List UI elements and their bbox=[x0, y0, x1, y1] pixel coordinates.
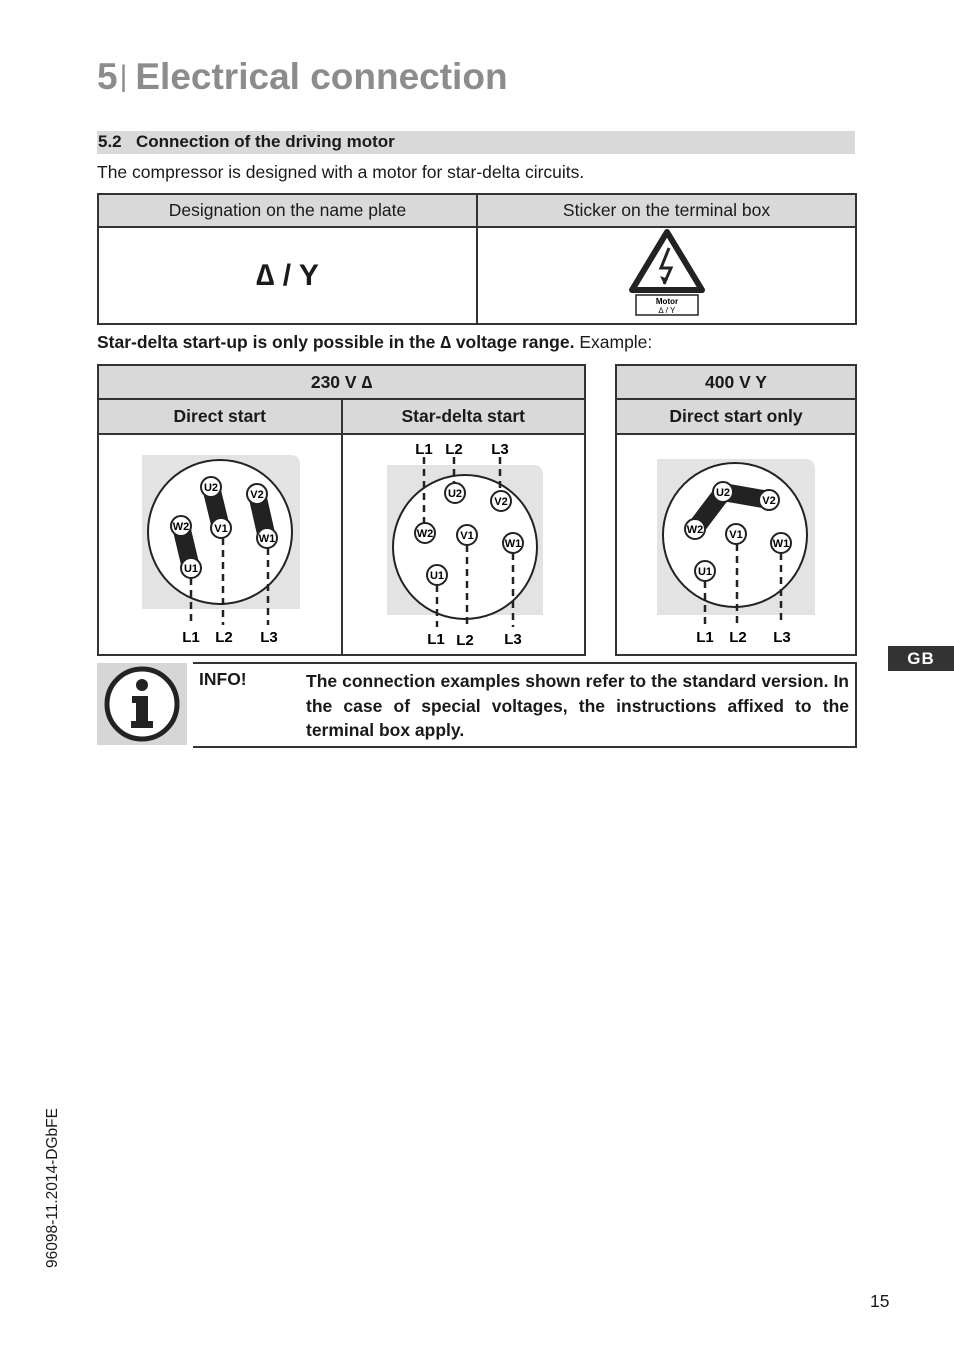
label-w1: W1 bbox=[505, 538, 522, 550]
line-label-l1-top: L1 bbox=[415, 441, 434, 458]
star-delta-diagram bbox=[343, 435, 583, 649]
label-u1: U1 bbox=[430, 570, 445, 582]
line-label-l1: L1 bbox=[696, 629, 714, 646]
table-400v bbox=[615, 364, 857, 656]
line-label-l2: L2 bbox=[729, 629, 747, 646]
chapter-divider: | bbox=[119, 60, 128, 93]
label-u1: U1 bbox=[697, 566, 713, 578]
designation-header: Designation on the name plate bbox=[98, 194, 477, 227]
line-label-l3: L3 bbox=[773, 629, 791, 646]
sticker-line-deltay: ∆ / Y bbox=[658, 306, 675, 315]
designation-table bbox=[97, 193, 857, 325]
star-delta-diagram-cell bbox=[342, 434, 586, 655]
info-icon bbox=[97, 663, 187, 745]
line-label-l3-top: L3 bbox=[491, 441, 510, 458]
label-u2: U2 bbox=[203, 482, 218, 494]
label-w2: W2 bbox=[686, 524, 704, 536]
sticker-header: Sticker on the terminal box bbox=[477, 194, 856, 227]
chapter-number: 5 bbox=[97, 56, 118, 97]
startup-note-bold: Star-delta start-up is only possible in the ∆ voltage range. bbox=[97, 332, 575, 352]
label-v2: V2 bbox=[762, 495, 776, 507]
startup-note bbox=[97, 332, 652, 353]
label-w2: W2 bbox=[172, 521, 189, 533]
info-label: INFO! bbox=[199, 669, 247, 689]
label-v2: V2 bbox=[250, 489, 264, 501]
line-label-l3: L3 bbox=[259, 629, 278, 646]
direct-start-only-diagram bbox=[617, 435, 855, 649]
terminal-box-sticker bbox=[627, 228, 707, 318]
direct-start-only-header: Direct start only bbox=[616, 399, 856, 434]
line-label-l2: L2 bbox=[214, 629, 233, 646]
star-delta-start-header: Star-delta start bbox=[342, 399, 586, 434]
document-code: 96098-11.2014-DGbFE bbox=[44, 1108, 61, 1268]
direct-start-diagram bbox=[100, 435, 340, 649]
table-230v bbox=[97, 364, 586, 656]
intro-text: The compressor is designed with a motor for star-delta circuits. bbox=[97, 162, 585, 182]
direct-start-diagram-cell bbox=[98, 434, 342, 655]
startup-note-example: Example: bbox=[574, 332, 653, 352]
sticker-cell bbox=[477, 227, 856, 324]
label-u2: U2 bbox=[715, 487, 731, 499]
chapter-title: Electrical connection bbox=[135, 56, 508, 97]
line-label-l1: L1 bbox=[181, 629, 200, 646]
direct-start-only-diagram-cell bbox=[616, 434, 856, 655]
voltage-230-header: 230 V ∆ bbox=[98, 365, 585, 399]
info-text: The connection examples shown refer to the standard version. In the case of special voltages, the instructions affixed to the terminal box apply. bbox=[306, 671, 849, 740]
page-number: 15 bbox=[870, 1291, 890, 1311]
label-w2: W2 bbox=[417, 528, 434, 540]
line-label-l3-bottom: L3 bbox=[504, 631, 523, 648]
line-label-l2-bottom: L2 bbox=[456, 632, 475, 649]
sticker-line-motor: Motor bbox=[655, 297, 678, 306]
language-tab: GB bbox=[888, 646, 954, 671]
voltage-400-header: 400 V Y bbox=[616, 365, 856, 399]
label-w1: W1 bbox=[258, 533, 275, 545]
section-number: 5.2 bbox=[98, 132, 122, 151]
label-v1: V1 bbox=[729, 529, 743, 541]
label-v1: V1 bbox=[460, 530, 474, 542]
line-label-l2-top: L2 bbox=[445, 441, 464, 458]
info-icon-box bbox=[97, 663, 187, 745]
section-title: Connection of the driving motor bbox=[136, 132, 395, 151]
designation-cell bbox=[98, 227, 477, 324]
label-u1: U1 bbox=[183, 563, 198, 575]
section-heading bbox=[97, 131, 855, 154]
warning-triangle-icon bbox=[632, 232, 702, 290]
label-v2: V2 bbox=[494, 496, 508, 508]
label-w1: W1 bbox=[772, 538, 790, 550]
chapter-heading bbox=[97, 56, 508, 98]
line-label-l1-bottom: L1 bbox=[427, 631, 446, 648]
designation-value: ∆ / Y bbox=[256, 258, 319, 292]
label-u2: U2 bbox=[448, 488, 463, 500]
label-v1: V1 bbox=[214, 523, 228, 535]
direct-start-header: Direct start bbox=[98, 399, 342, 434]
